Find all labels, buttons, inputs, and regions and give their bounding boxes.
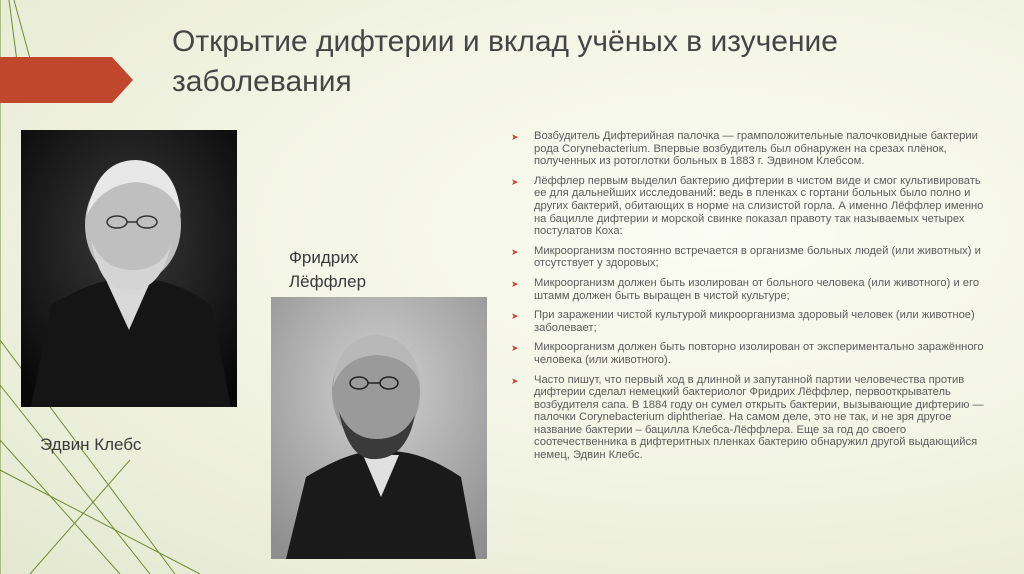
bullet-item: ➤ Часто пишут, что первый ход в длинной и запутанной партии человечества против дифтерии сделал немецкий бактериолог Фридрих Лёффлер, первооткрыватель возбудителя сапа. В 1884 году он сумел открыть бактерии, вызывающие дифтерию — палочки Corynebacterium diphtheriae. На самом деле, это не так, и не зря другое название бактерии – бацилла Клебса-Лёффлера. Еще за год до своего соотечественника в дифтеритных пленках бактерию обнаружил другой выдающийся немец, Эдвин Клебс. — [511, 373, 984, 462]
portrait-loeffler-image — [271, 297, 487, 559]
portrait-klebs-image — [21, 130, 237, 407]
slide-title: Открытие дифтерии и вклад учёных в изучение заболевания — [172, 25, 838, 98]
bullet-list — [511, 130, 991, 469]
bullet-item: ➤ Лёффлер первым выделил бактерию дифтерии в чистом виде и смог культивировать ее для дальнейших исследований: ведь в пленках с гортани больных было полно и других бактерий, обитающих в норме на слизистой горла. А именно Лёффлер именно на бацилле дифтерии и морской свинке показал правоту так называемых четырех постулатов Коха: — [511, 174, 984, 238]
bullet-arrow-icon: ➤ — [511, 375, 519, 386]
bullet-arrow-icon: ➤ — [511, 176, 519, 187]
portrait-loeffler — [271, 297, 487, 559]
caption-klebs: Эдвин Клебс — [40, 435, 142, 454]
caption-loeffler: Фридрих Лёффлер — [289, 248, 367, 291]
portrait-klebs — [21, 130, 237, 407]
title-accent-band — [0, 57, 133, 103]
bullet-arrow-icon: ➤ — [511, 132, 519, 142]
bullet-arrow-icon: ➤ — [511, 246, 519, 257]
bullet-item: ➤ Микроорганизм постоянно встречается в организме больных людей (или животных) и отсутствует у здоровых; — [511, 244, 981, 270]
bullet-arrow-icon: ➤ — [511, 311, 519, 322]
bullet-item: ➤ Микроорганизм должен быть повторно изолирован от экспериментально заражённого человека (или животного). — [511, 341, 984, 366]
bullet-item: ➤ Микроорганизм должен быть изолирован от больного человека (или животного) и его штамм должен быть выращен в чистой культуре; — [511, 276, 980, 302]
bullet-arrow-icon: ➤ — [511, 278, 519, 289]
bullet-arrow-icon: ➤ — [511, 343, 519, 354]
bullet-item: ➤ Возбудитель Дифтерийная палочка — грамположительные палочковидные бактерии рода Corynebacterium. Впервые возбудитель был обнаружен на срезах плёнок, полученных из ротоглотки больных в 1883 г. Эдвином Клебсом. — [511, 130, 978, 168]
bullet-item: ➤ При заражении чистой культурой микроорганизма здоровый человек (или животное) заболевает; — [511, 309, 975, 334]
